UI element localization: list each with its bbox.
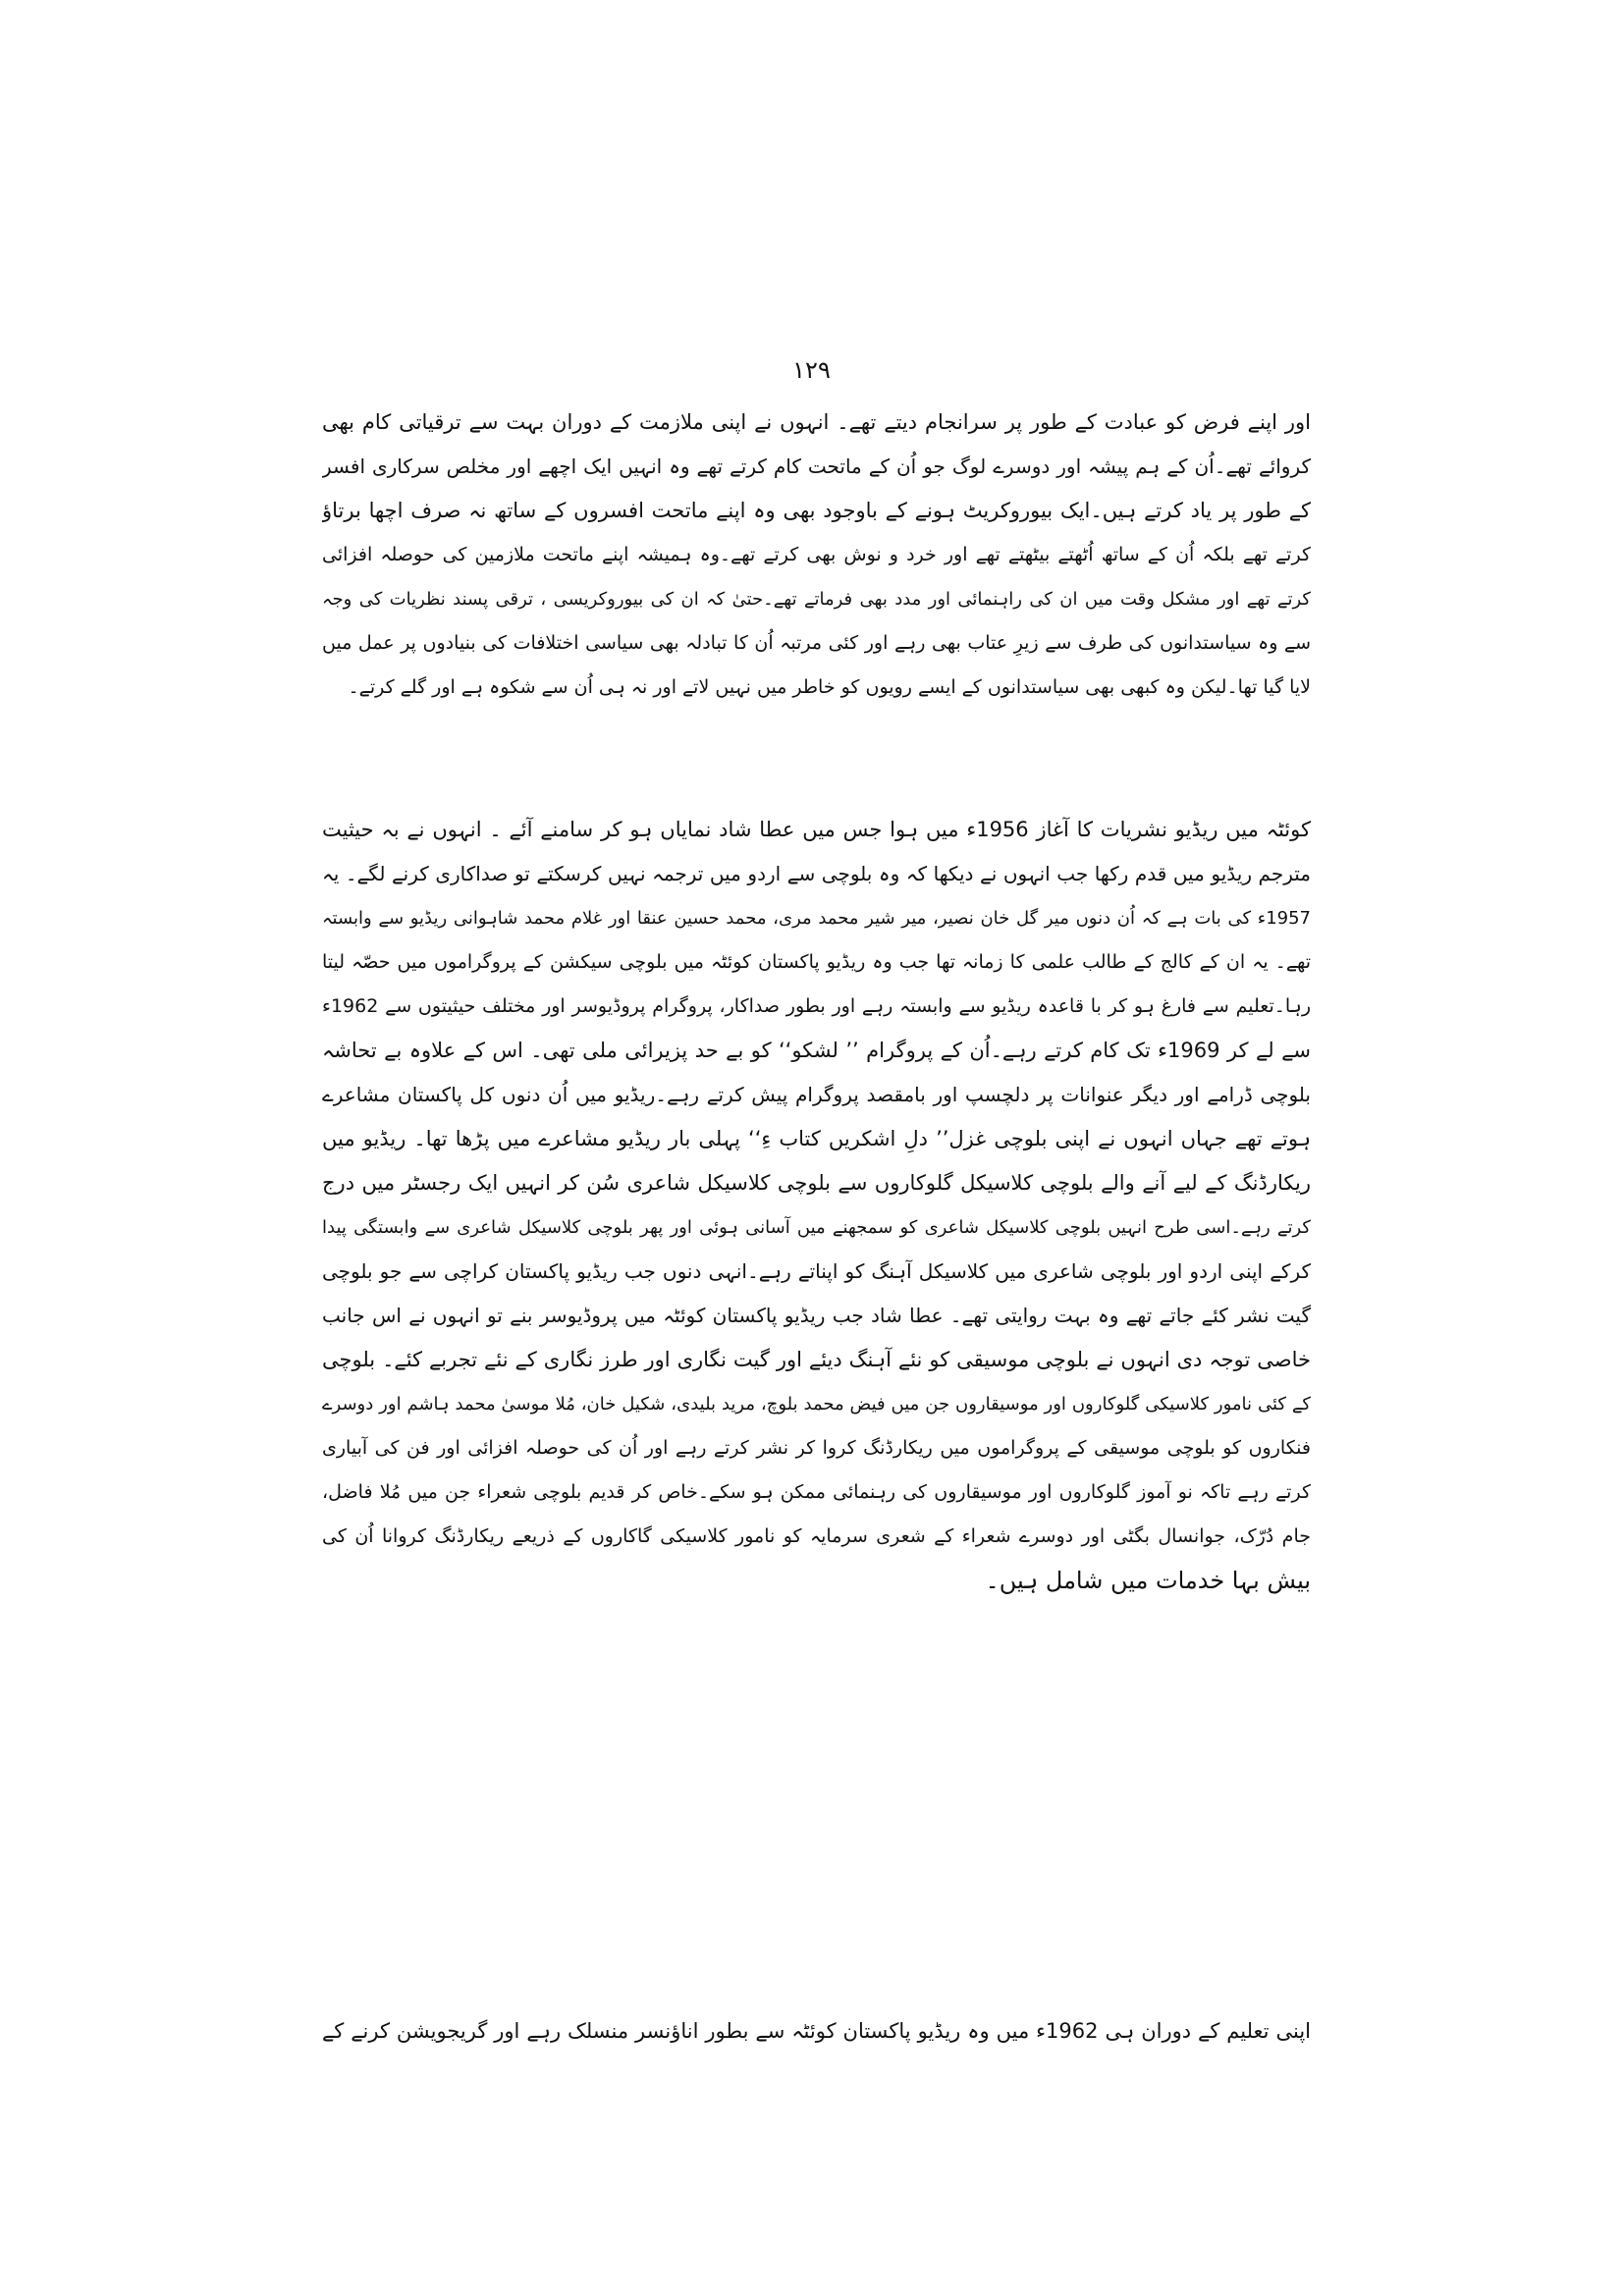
- text-line: سے وہ سیاستدانوں کی طرف سے زیرِ عتاب بھی رہے اور کئی مرتبہ اُن کا تبادلہ بھی سیاسی اختلافات کی بنیادوں پر عمل میں: [322, 632, 1311, 654]
- text-line: بلوچی ڈرامے اور دیگر عنوانات پر دلچسپ اور بامقصد پروگرام پیش کرتے رہے۔ریڈیو میں اُن دنوں کل پاکستان مشاعرے: [322, 1083, 1311, 1106]
- text-line: کرتے تھے اور مشکل وقت میں ان کی راہنمائی اور مدد بھی فرماتے تھے۔حتیٰ کہ ان کی بیوروکریسی ، ترقی پسند نظریات کی وجہ: [322, 589, 1311, 610]
- text-line: کرتے رہے۔اسی طرح انہیں بلوچی کلاسیکل شاعری کو سمجھنے میں آسانی ہوئی اور پھر بلوچی کلاسیکل شاعری سے وابستگی پیدا: [322, 1217, 1311, 1238]
- text-line: گیت نشر کئے جاتے تھے وہ بہت روایتی تھے۔ عطا شاد جب ریڈیو پاکستان کوئٹہ میں پروڈیوسر بنے تو انہوں نے اس جانب: [322, 1304, 1311, 1327]
- text-line: کروائے تھے۔اُن کے ہم پیشہ اور دوسرے لوگ جو اُن کے ماتحت کام کرتے تھے وہ انہیں ایک اچھے اور مخلص سرکاری افسر: [322, 454, 1311, 478]
- text-line: کرتے تھے بلکہ اُن کے ساتھ اُٹھتے بیٹھتے تھے اور خرد و نوش بھی کرتے تھے۔وہ ہمیشہ اپنے ماتحت ملازمین کی حوصلہ افزائی: [322, 544, 1311, 565]
- paragraph-3: [322, 2009, 1311, 2054]
- text-line: کے طور پر یاد کرتے ہیں۔ایک بیوروکریٹ ہونے کے باوجود بھی وہ اپنے ماتحت افسروں کے ساتھ نہ صرف اچھا برتاؤ: [322, 499, 1311, 522]
- text-line: مترجم ریڈیو میں قدم رکھا جب انہوں نے دیکھا کہ وہ بلوچی سے اردو میں ترجمہ نہیں کرسکتے تو صداکاری کرنے لگے۔ یہ: [322, 862, 1311, 885]
- paragraph-1: [322, 400, 1311, 710]
- text-line: کے کئی نامور کلاسیکی گلوکاروں اور موسیقاروں جن میں فیض محمد بلوچ، مرید بلیدی، شکیل خان، مُلا موسیٰ محمد ہاشم اور دوسرے: [322, 1394, 1311, 1415]
- text-line: کرکے اپنی اردو اور بلوچی شاعری میں کلاسیکل آہنگ کو اپناتے رہے۔انہی دنوں جب ریڈیو پاکستان کراچی سے جو بلوچی: [322, 1259, 1311, 1283]
- text-line: تھے۔ یہ ان کے کالج کے طالب علمی کا زمانہ تھا جب وہ ریڈیو پاکستان کوئٹہ میں بلوچی سیکشن کے پروگراموں میں حصّہ لیتا: [322, 951, 1311, 973]
- text-line: لایا گیا تھا۔لیکن وہ کبھی بھی سیاستدانوں کے ایسے رویوں کو خاطر میں نہیں لاتے اور نہ ہی اُن سے شکوہ ہے اور گلے کرتے۔: [348, 676, 1311, 698]
- text-line: بیش بہا خدمات میں شامل ہیں۔: [985, 1567, 1311, 1594]
- text-line: اور اپنے فرض کو عبادت کے طور پر سرانجام دیتے تھے۔ انہوں نے اپنی ملازمت کے دوران بہت سے ترقیاتی کام بھی: [322, 410, 1311, 434]
- paragraph-2: [322, 808, 1311, 1603]
- page-number: ۱۲۹: [792, 356, 831, 384]
- text-line: رہا۔تعلیم سے فارغ ہو کر با قاعدہ ریڈیو سے وابستہ رہے اور بطور صداکار، پروگرام پروڈیوسر اور مختلف حیثیتوں سے 1962ء: [322, 995, 1311, 1017]
- text-line: خاصی توجہ دی انہوں نے بلوچی موسیقی کو نئے آہنگ دیئے اور گیت نگاری اور طرز نگاری کے نئے تجربے کئے۔ بلوچی: [322, 1348, 1311, 1371]
- text-line: کرتے رہے تاکہ نو آموز گلوکاروں اور موسیقاروں کی رہنمائی ممکن ہو سکے۔خاص کر قدیم بلوچی شعراء جن میں مُلا فاضل،: [322, 1481, 1311, 1503]
- text-line: 1957ء کی بات ہے کہ اُن دنوں میر گل خان نصیر، میر شیر محمد مری، محمد حسین عنقا اور غلام محمد شاہوانی ریڈیو سے وابستہ: [322, 908, 1311, 929]
- text-line: ہوتے تھے جہاں انہوں نے اپنی بلوچی غزل’’ دلِ اشکریں کتاب ءِ‘‘ پہلی بار ریڈیو مشاعرے میں پڑھا تھا۔ ریڈیو میں: [322, 1127, 1311, 1150]
- text-line: ریکارڈنگ کے لیے آنے والے بلوچی کلاسیکل گلوکاروں سے بلوچی کلاسیکل شاعری سُن کر انہیں ایک رجسٹر میں درج: [322, 1171, 1311, 1195]
- text-line: اپنی تعلیم کے دوران ہی 1962ء میں وہ ریڈیو پاکستان کوئٹہ سے بطور اناؤنسر منسلک رہے اور گریجویشن کرنے کے: [322, 2019, 1311, 2043]
- text-line: فنکاروں کو بلوچی موسیقی کے پروگراموں میں ریکارڈنگ کروا کر نشر کرتے رہے اور اُن کی حوصلہ افزائی اور فن کی آبیاری: [322, 1437, 1311, 1459]
- text-line: کوئٹہ میں ریڈیو نشریات کا آغاز 1956ء میں ہوا جس میں عطا شاد نمایاں ہو کر سامنے آئے ۔ انہوں نے بہ حیثیت: [322, 818, 1311, 841]
- text-line: جام دُرّک، جوانسال بگٹی اور دوسرے شعراء کے شعری سرمایہ کو نامور کلاسیکی گاکاروں کے ذریعے ریکارڈنگ کروانا اُن کی: [322, 1525, 1311, 1547]
- text-line: سے لے کر 1969ء تک کام کرتے رہے۔اُن کے پروگرام ’’ لشکو‘‘ کو بے حد پزیرائی ملی تھی۔ اس کے علاوہ بے تحاشہ: [322, 1039, 1311, 1062]
